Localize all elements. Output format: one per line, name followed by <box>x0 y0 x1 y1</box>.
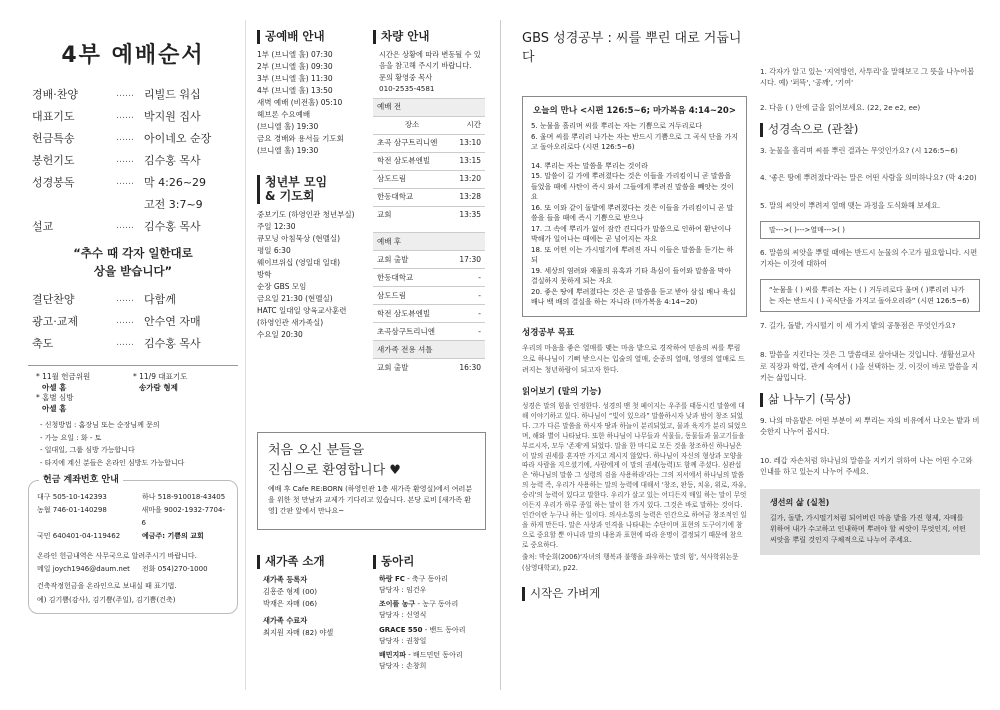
dots: …… <box>116 316 134 327</box>
new-family-label: 새가족 등록자 <box>263 574 308 584</box>
table-cell: 17:30 <box>450 251 485 269</box>
notice-cell <box>28 372 133 394</box>
table-cell: 초곡삼구트리니엔 <box>373 323 450 341</box>
services-title: 공예배 안내 <box>257 30 357 44</box>
new-family-title: 새가족 소개 <box>257 555 367 569</box>
welcome-box <box>257 432 486 530</box>
notice-visit <box>28 393 238 415</box>
notice-label: * 11/9 대표기도 <box>133 371 188 381</box>
dots: …… <box>116 338 134 349</box>
worship-role: 봉헌기도 <box>32 153 75 167</box>
worship-row <box>28 150 238 172</box>
start-heading: 시작은 가벼게 <box>522 587 747 601</box>
question: 9. 나의 마음밭은 어떤 부분이 씨 뿌리는 자의 비유에서 나오는 밭과 비슷한지 나누어 봅시다. <box>760 415 980 436</box>
table-cell: 16:30 <box>450 359 485 377</box>
vehicle-contact: 문의 황영중 목사 <box>379 73 433 83</box>
youth-line: (하영인관 새가족실) <box>257 317 324 327</box>
table-section-label: 새가족 전용 셔틀 <box>373 341 485 359</box>
question: 4. '좋은 땅에 뿌려졌다'라는 말은 어떤 사람을 의미하나요? (막 4:20) <box>760 173 977 183</box>
table-cell: 한동대학교 <box>373 188 451 206</box>
club-name: 하랑 FC <box>379 574 405 583</box>
service-line: 4부 (브니엘 홀) 13:50 <box>257 85 333 95</box>
worship-value: 박지원 집사 <box>144 109 201 123</box>
worship-value: 리빌드 워십 <box>144 87 201 101</box>
table-section-label: 예배 후 <box>373 233 485 251</box>
service-line: 새벽 예배 (비전홀) 05:10 <box>257 97 343 107</box>
worship-value: 다함께 <box>144 292 176 306</box>
club-name: 조이풀 농구 <box>379 600 416 609</box>
dots: …… <box>116 133 134 144</box>
table-cell: 한동대학교 <box>373 269 450 287</box>
bank-info-box <box>28 474 238 614</box>
club-desc: - 밴드 동아리 <box>422 625 466 634</box>
verse: 6. 울며 씨를 뿌리러 나가는 자는 반드시 기쁨으로 그 곡식 단을 가지고 돌아오리로다 (시편 126:5~6) <box>531 132 738 152</box>
question: 3. 눈물을 흘리며 씨를 뿌린 결과는 무엇인가요? (시 126:5~6) <box>760 146 958 156</box>
motto-line: “추수 때 각자 일한대로 <box>73 245 193 260</box>
notice-label: * 11월 헌금위원 <box>36 371 91 381</box>
service-line: 2부 (브니엘 홀) 09:30 <box>257 61 333 71</box>
clubs-title: 동아리 <box>373 555 488 569</box>
passage-heading: 오늘의 만나 <시편 126:5~6; 마가복음 4:14~20> <box>533 105 736 116</box>
reading-heading: 읽어보기 (말의 기능) <box>522 386 602 397</box>
worship-role: 설교 <box>32 219 54 233</box>
youth-line: HATC 일대일 양육교사훈련 <box>257 305 347 315</box>
verse: 19. 세상의 염려와 재물의 유혹과 기타 욕심이 들어와 말씀을 막아 결실하지 못하게 되는 자요 <box>531 266 732 286</box>
table-row <box>373 341 485 359</box>
worship-row <box>28 84 238 106</box>
table-row <box>373 206 485 224</box>
worship-value: 아이네오 순장 <box>144 131 212 145</box>
worship-role: 성경봉독 <box>32 175 75 189</box>
passage-box <box>522 96 747 317</box>
notice-value: 아셀 홈 <box>42 382 67 392</box>
welcome-body: 예배 후 Cafe RE:BORN (하영인관 1층 새가족 환영실)에서 여러분을 위한 첫 만남과 교제가 기다리고 있습니다. 본당 로비 [새가족 환영] 간판 앞에서 만나요~ <box>268 485 473 516</box>
column-header: 장소 <box>373 116 451 134</box>
service-line: 금요 경배와 용서들 기도회 <box>257 133 344 143</box>
reading-source: 출처: 박순희(2006)'자녀의 행복과 불행을 좌우하는 말의 힘', 석사학위논문(삼영대학교), p22. <box>522 553 739 572</box>
worship-row <box>28 333 238 355</box>
notice-item: - 타지에 계신 분들은 온라인 심방도 가능합니다 <box>40 458 185 467</box>
fill-in-quote-box: “눈물을 ( ) 씨를 뿌리는 자는 ( ) 거두리로다 울며 ( )뿌리러 나가는 자는 반드시 ( ) 곡식단을 가지고 돌아오리라” (시편 126:5~6) <box>760 279 980 312</box>
table-cell: 13:35 <box>451 206 485 224</box>
bank-email: 메일 joych1946@daum.net <box>37 565 130 574</box>
dots: …… <box>116 177 134 188</box>
notices <box>28 365 238 470</box>
vehicle-title: 차량 안내 <box>373 30 485 44</box>
table-cell: 13:28 <box>451 188 485 206</box>
bank-account: 하나 518-910018-43405 <box>142 492 226 501</box>
notice-cell <box>133 372 187 394</box>
worship-value: 김수홍 목사 <box>144 336 201 350</box>
table-row <box>373 98 485 116</box>
gbs-title: GBS 성경공부 : 씨를 뿌린 대로 거둡니다 <box>522 31 742 65</box>
table-cell: 학전 삼도뷰엔빌 <box>373 305 450 323</box>
goal-heading: 성경공부 목표 <box>522 327 575 338</box>
notice-item: - 가능 요일 : 화 - 토 <box>40 433 102 442</box>
worship-row <box>28 194 238 216</box>
vehicle-after-table <box>373 232 485 377</box>
worship-value: 막 4:26~29 <box>144 175 207 189</box>
club-leader: 담당자 : 임건우 <box>379 585 427 594</box>
club-desc: - 농구 동아리 <box>415 600 459 609</box>
table-row <box>373 134 485 152</box>
notice-value: 아셀 홈 <box>42 404 67 414</box>
worship-value: 고전 3:7~9 <box>144 197 203 211</box>
notice-list <box>28 419 238 469</box>
club-item <box>379 574 488 585</box>
question: 7. 길가, 돌밭, 가시떨기 이 세 가지 밭의 공통점은 무엇인가요? <box>760 321 956 331</box>
bank-account: 국민 640401-04-119462 <box>37 532 121 541</box>
bank-row <box>37 491 229 504</box>
verse: 14. 뿌리는 자는 말씀을 뿌리는 것이라 <box>531 161 648 170</box>
spacer <box>531 153 738 161</box>
club-desc: - 축구 동아리 <box>404 574 448 583</box>
question: 6. 말씀의 씨앗을 뿌릴 때에는 반드시 눈물의 수고가 필요합니다. 시편 기자는 이것에 대하여 <box>760 247 978 269</box>
worship-role: 광고·교제 <box>32 314 79 328</box>
question: 2. 다음 ( ) 안에 글을 읽어보세요. (22, 2e e2, ee) <box>760 103 921 113</box>
new-family-list <box>257 574 367 639</box>
notice-label: * 홈별 심방 <box>36 393 74 403</box>
table-section-label: 예배 전 <box>373 98 485 116</box>
worship-value: 김수홍 목사 <box>144 153 201 167</box>
table-cell: 13:10 <box>451 134 485 152</box>
new-family-item: 최지원 자매 (82) 야셀 <box>263 627 334 637</box>
club-leader: 담당자 : 손창희 <box>379 662 427 671</box>
table-row <box>373 323 485 341</box>
club-desc: - 배드민턴 동아리 <box>406 650 463 659</box>
bank-contact <box>37 563 229 576</box>
worship-row <box>28 216 238 238</box>
new-family-item: 김흥준 형제 (00) <box>263 587 318 597</box>
worship-row <box>28 106 238 128</box>
service-line: (브니엘 홀) 19:30 <box>257 145 319 155</box>
notice-item: - 신청방법 : 홈장님 또는 순장님께 문의 <box>40 421 160 430</box>
dots: …… <box>116 89 134 100</box>
flow-diagram-box: 말--->( )--->열매--->( ) <box>760 221 980 239</box>
motto-line: 상을 받습니다” <box>93 264 173 279</box>
table-cell: 교회 <box>373 206 451 224</box>
worship-order-panel <box>28 22 238 687</box>
clubs-list <box>373 574 488 673</box>
club-leader: 담당자 : 신영식 <box>379 611 427 620</box>
worship-value: 김수홍 목사 <box>144 219 201 233</box>
club-item <box>379 650 488 661</box>
dots: …… <box>116 111 134 122</box>
youth-line: 웨이브위십 (영일대 일대) <box>257 257 341 267</box>
dots: …… <box>116 294 134 305</box>
service-line: 1부 (브니엘 홀) 07:30 <box>257 49 333 59</box>
table-cell: 교회 출발 <box>373 359 450 377</box>
table-cell: 13:20 <box>451 170 485 188</box>
table-cell: 13:15 <box>451 152 485 170</box>
share-heading: 삶 나누기 (묵상) <box>760 393 980 407</box>
youth-line: 평일 6:30 <box>257 245 291 255</box>
youth-line: 주일 12:30 <box>257 221 296 231</box>
verse: 17. 그 속에 뿌리가 없어 잠깐 견디다가 말씀으로 인하여 환난이나 박해가 일어나는 때에는 곧 넘어지는 자요 <box>531 224 732 244</box>
question: 5. 말의 씨앗이 뿌려져 열매 맺는 과정을 도식화해 보세요. <box>760 200 941 210</box>
worship-title: 4부 예배순서 <box>61 43 205 68</box>
table-cell: - <box>450 287 485 305</box>
new-family-item: 박재은 자매 (06) <box>263 599 318 609</box>
club-name: 배민지파 <box>379 650 407 659</box>
worship-rows-after <box>28 289 238 355</box>
bank-name-example: 예) 김기쁨(감사), 김기쁨(주일), 김기쁨(건축) <box>37 595 176 604</box>
service-line: 헤브론 수요예배 <box>257 109 311 119</box>
worship-row <box>28 172 238 194</box>
page-fold-divider <box>500 20 501 690</box>
verse: 5. 눈물을 흘리며 씨를 뿌리는 자는 기쁨으로 거두리로다 <box>531 122 703 131</box>
bank-accounts <box>37 491 229 544</box>
vehicle-panel <box>373 30 485 377</box>
service-line: 3부 (브니엘 홀) 11:30 <box>257 73 333 83</box>
welcome-line: 진심으로 환영합니다 <box>268 462 386 478</box>
youth-line: 큐모닝 아침묵상 (현멜실) <box>257 233 341 243</box>
youth-line: 수요일 20:30 <box>257 329 303 339</box>
question: 8. 말씀을 지킨다는 것은 그 말씀대로 살아내는 것입니다. 생활선교사로 직장과 학업, 관계 속에서 ( )을 선택하는 것. 이것이 바로 말씀을 지키는 삶입니다. <box>760 350 979 382</box>
worship-row <box>28 289 238 311</box>
column-divider <box>245 20 246 690</box>
heart-icon: ♥ <box>389 462 401 478</box>
bank-account: 대구 505-10-142393 <box>37 492 107 501</box>
verse: 16. 또 이와 같이 돌밭에 뿌려졌다는 것은 이들을 가리킴이니 곧 말씀을 들을 때에 즉시 기쁨으로 받으나 <box>531 203 734 223</box>
table-cell: - <box>450 305 485 323</box>
notice-row <box>28 372 238 394</box>
column-header: 시간 <box>451 116 485 134</box>
vehicle-desc: 시간은 상황에 따라 변동될 수 있음을 참고해 주시기 바랍니다. <box>379 49 481 70</box>
questions-panel <box>760 66 980 555</box>
clubs-panel <box>373 555 488 672</box>
table-row <box>373 287 485 305</box>
worship-role: 헌금특송 <box>32 131 75 145</box>
worship-role: 축도 <box>32 336 54 350</box>
welcome-line: 처음 오신 분들을 <box>268 443 365 458</box>
services-panel <box>257 30 357 341</box>
youth-title <box>257 175 357 204</box>
vehicle-before-table <box>373 98 485 225</box>
verse: 18. 또 어떤 이는 가시떨기에 뿌려진 자니 이들은 말씀을 듣기는 하되 <box>531 245 734 265</box>
youth-line: 금요일 21:30 (현멜실) <box>257 293 333 303</box>
table-cell: 학전 삼도뷰엔빌 <box>373 152 451 170</box>
practice-box <box>760 489 980 554</box>
worship-role: 경배·찬양 <box>32 87 79 101</box>
youth-title-line: & 기도회 <box>265 189 315 204</box>
bank-title: 헌금 계좌번호 안내 <box>39 474 123 487</box>
table-cell: 삼도드림 <box>373 170 451 188</box>
bank-row <box>37 530 229 543</box>
worship-role: 결단찬양 <box>32 292 75 306</box>
worship-role: 대표기도 <box>32 109 75 123</box>
bank-name-rule: 건축작정헌금을 온라인으로 보내실 때 표기법. <box>37 582 177 591</box>
worship-row <box>28 311 238 333</box>
bank-note: 온라인 헌금내역은 사무국으로 알려주시기 바랍니다. <box>37 551 197 560</box>
bank-row <box>37 504 229 531</box>
observation-heading: 성경속으로 (관찰) <box>760 123 980 137</box>
table-cell: - <box>450 269 485 287</box>
vehicle-phone: 010-2535-4581 <box>379 83 435 93</box>
question: 1. 각자가 알고 있는 '지역방언, 사투리'을 말해보고 그 뜻을 나누어봅시다. 예) '퍼뜩', '공깨', '기여' <box>760 67 975 88</box>
practice-heading: 생선의 삶 (실천) <box>770 498 830 508</box>
reading-text: 성경은 말의 힘을 인정한다. 성경의 맨 첫 페이지는 우주를 태동시킨 말씀에 대해 이야기하고 있다. 하나님이 “빛이 있으라” 말씀하시자 낮과 밤이 창조 되었다. 그가 다른 말씀을 하시자 땅과 하늘이 분리되었고, 물과 육지가 분리 되었으며, 해와 별이 나타났다. 또한 하나님이 나무들과 식물들, 동물들과 물고기들을 부르시자, 모두 '존재'케 되었다. 말을 한 마디로 모든 것을 창조하신 하나님은 이 말의 권세를 혼자만 가지고 계시지 않았다. 하나님이 자신의 형상과 모양을 따라 사람을 지으셨기에, 사람에게 이 말의 권세(능력)도 함께 주셨다. 심관섭은 '하나님의 말씀 그 성령의 검을 사용하라'라는 그의 저서에서 하나님의 말씀의 능력 즉, 우리가 사용하는 말의 능력에 대해서 '창조, 판등, 치유, 위로, 자유, 승리'의 능력이 있다고 말한다. 우리가 살고 있는 어디든지 매일 하는 말이 무엇이든지 우리가 하루 종일 하는 말이 한 가지 있다. 그것은 바로 말하는 것이다. 인간이란 누구나 하는 일이다. 의사소통의 능력은 인간으로 하여금 창조적인 일을 하게 만든다. 말은 사상과 인격을 나타내는 수단이며 표현의 도구이기에 참으로 중요할 뿐 아니라 말의 내용과 표현에 따라 운명이 결정되기 때문에 참으로 중요하다. <box>522 402 747 549</box>
table-row <box>373 188 485 206</box>
bank-account: 농협 746-01-140298 <box>37 505 107 514</box>
notice-item: - 일대일, 그룹 심방 가능합니다 <box>40 446 135 455</box>
goal-text: 우리의 마음을 좋은 열매를 맺는 마음 밭으로 경작하여 믿음의 씨를 뿌림으로 하나님이 기뻐 받으시는 입술의 열매, 순종의 열매, 영생의 열매로 드려지는 청년하람이 되고자 한다. <box>522 344 745 374</box>
table-cell: 초곡 삼구트리니엔 <box>373 134 451 152</box>
worship-row <box>28 128 238 150</box>
new-family-panel <box>257 555 367 639</box>
welcome-heading <box>268 441 475 480</box>
bank-notes <box>37 550 229 607</box>
verse: 20. 좋은 땅에 뿌려졌다는 것은 곧 말씀을 듣고 받아 삼십 배나 육십 배나 백 배의 결실을 하는 자니라 (마가복음 4:14~20) <box>531 287 736 307</box>
new-family-label: 새가족 수료자 <box>263 615 308 625</box>
dots: …… <box>116 221 134 232</box>
question: 10. 레갑 자손처럼 하나님의 말씀을 지키기 위하여 나는 어떤 수고와 인내를 하고 있는지 나누어 주세요. <box>760 455 973 477</box>
table-row <box>373 305 485 323</box>
table-row <box>373 233 485 251</box>
club-item <box>379 599 488 610</box>
notice-value: 송가람 형제 <box>139 382 178 392</box>
table-row <box>373 269 485 287</box>
table-row <box>373 251 485 269</box>
youth-line: 중보기도 (하영인관 청년부실) <box>257 209 355 219</box>
worship-value: 안수연 자매 <box>144 314 201 328</box>
table-cell: - <box>450 323 485 341</box>
bank-account: 새마을 9002-1932-7704-6 <box>141 505 225 528</box>
table-row <box>373 170 485 188</box>
bank-holder: 예금주: 기쁨의 교회 <box>142 532 204 541</box>
youth-title-line: 청년부 모임 <box>265 174 328 189</box>
sermon-motto <box>28 244 238 281</box>
practice-text: 길가, 돌밭, 가시떨기처럼 되어버린 마음 밭을 가진 형제, 자매를 위하여 내가 수고하고 인내하며 뿌려야 할 씨앗이 무엇인지, 어떤 씨앗을 뿌릴 것인지 구체적으로 나누어 주세요. <box>770 514 966 545</box>
youth-line: 순장 GBS 모임 <box>257 281 307 291</box>
table-row <box>373 359 485 377</box>
worship-rows <box>28 84 238 238</box>
table-row <box>373 152 485 170</box>
youth-line: 방학 <box>257 269 272 279</box>
table-cell: 삼도드림 <box>373 287 450 305</box>
bank-phone: 전화 054)270-1000 <box>142 565 208 574</box>
service-line: (브니엘 홀) 19:30 <box>257 121 319 131</box>
table-cell: 교회 출발 <box>373 251 450 269</box>
club-item <box>379 625 488 636</box>
club-leader: 담당자 : 권창일 <box>379 636 427 645</box>
dots: …… <box>116 155 134 166</box>
gbs-study-panel <box>522 30 747 609</box>
club-name: GRACE 550 <box>379 625 423 634</box>
verse: 15. 말씀이 길 가에 뿌려졌다는 것은 이들을 가리킴이니 곧 말씀을 들었을 때에 사탄이 즉시 와서 그들에게 뿌려진 말씀을 빼앗는 것이요 <box>531 172 734 202</box>
table-header-row <box>373 116 485 134</box>
